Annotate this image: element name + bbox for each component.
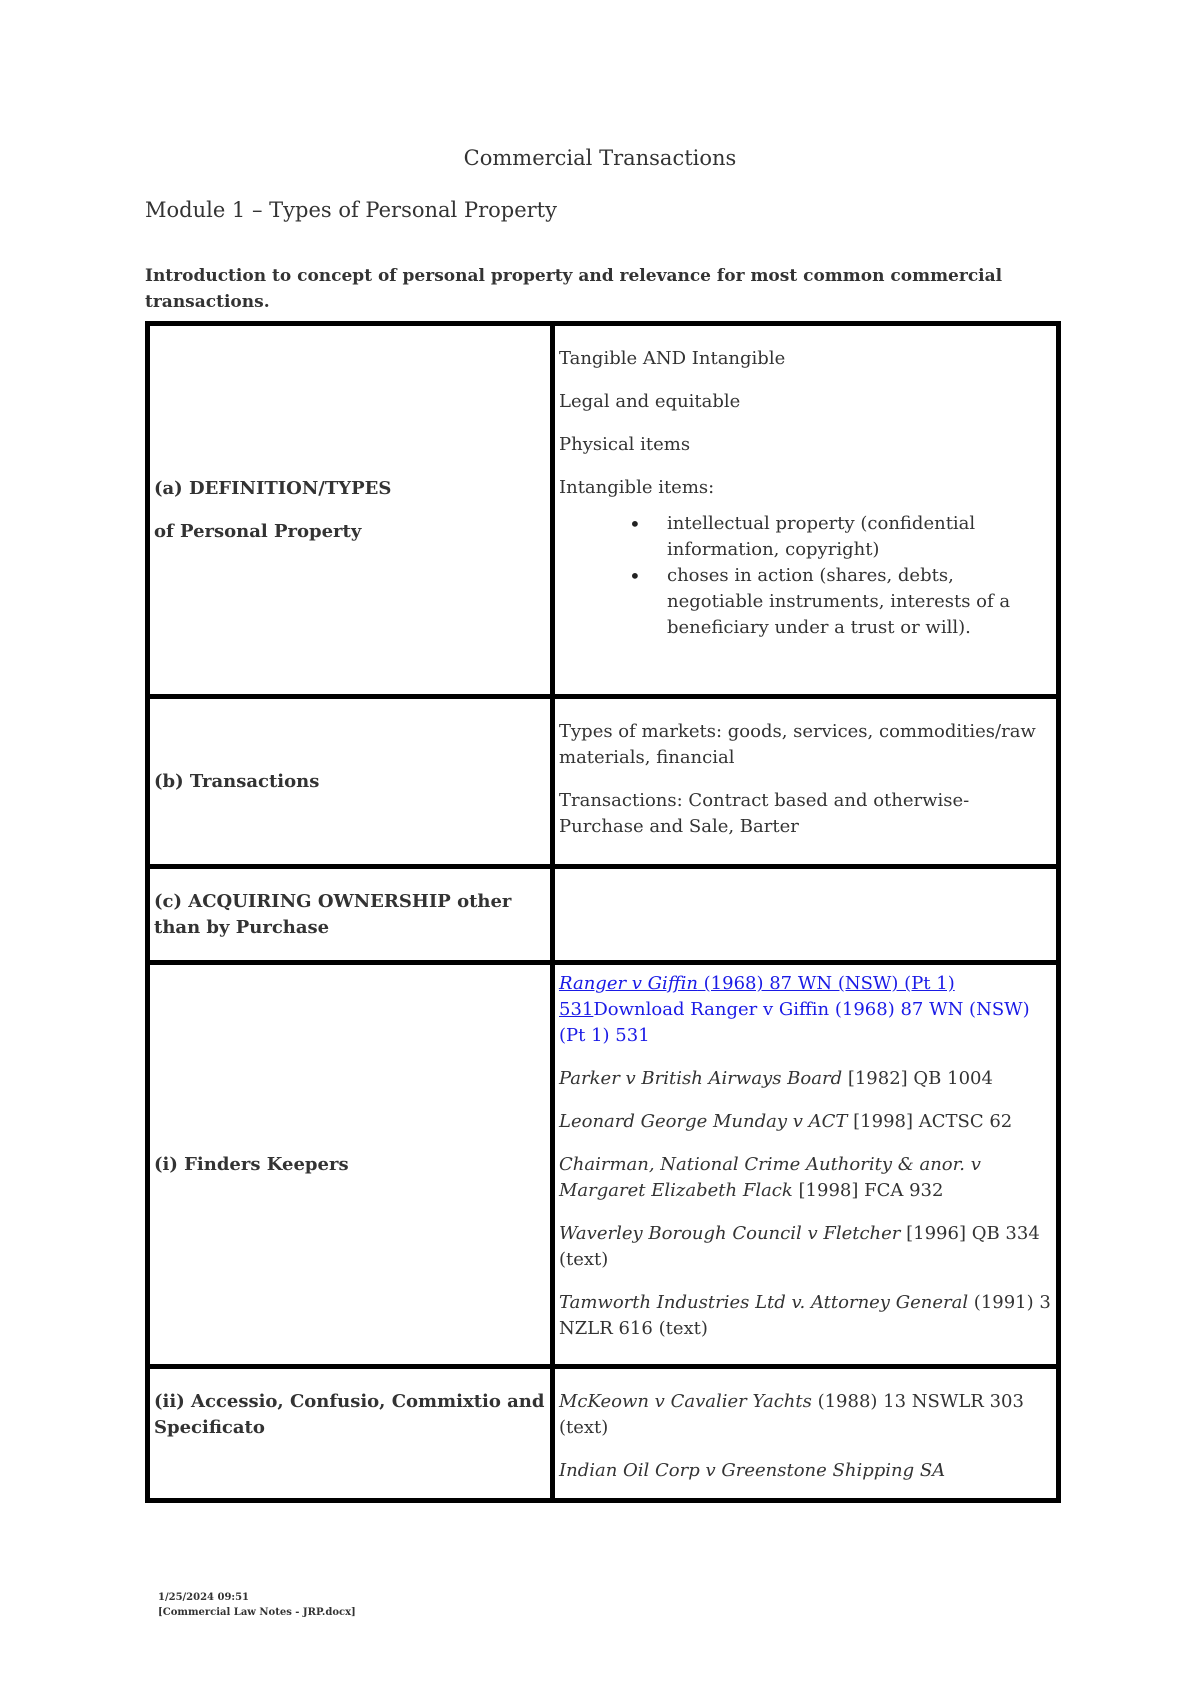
table-row [148, 324, 1059, 697]
footer-filename: [Commercial Law Notes - JRP.docx] [158, 1607, 356, 1618]
case-cite: (1991) 3 NZLR 616 (text) [559, 1292, 1051, 1339]
case-name: McKeown v Cavalier Yachts [559, 1391, 812, 1412]
case-citation [559, 1109, 1052, 1135]
list-item: • choses in action (shares, debts, negotiable instruments, interests of a beneficiary under a trust or will). [667, 563, 1052, 641]
bullet-list [559, 511, 1052, 641]
case-citation [559, 971, 1052, 1049]
row-label-finders-keepers: (i) Finders Keepers [148, 963, 553, 1367]
label-line: (a) DEFINITION/TYPES [154, 477, 392, 499]
case-citation [559, 1389, 1052, 1441]
case-cite: (1988) 13 NSWLR 303 (text) [559, 1391, 1024, 1438]
content-paragraph: Intangible items: [559, 477, 715, 498]
case-cite: [1998] ACTSC 62 [847, 1111, 1013, 1132]
case-citation [559, 1290, 1052, 1342]
footer-timestamp: 1/25/2024 09:51 [158, 1592, 250, 1603]
row-label-accessio: (ii) Accessio, Confusio, Commixtio and Specificato [148, 1367, 553, 1501]
list-item: • intellectual property (confidential information, copyright) [667, 511, 1052, 563]
row-content-finders-keepers [553, 963, 1059, 1367]
case-name: Waverley Borough Council v Fletcher [559, 1223, 901, 1244]
row-content-acquiring-ownership [553, 867, 1059, 963]
case-name: Tamworth Industries Ltd v. Attorney General [559, 1292, 969, 1313]
case-citation [559, 1152, 1052, 1204]
table-row [148, 697, 1059, 867]
case-cite: [1998] FCA 932 [792, 1180, 944, 1201]
row-content-transactions [553, 697, 1059, 867]
table-row [148, 867, 1059, 963]
case-citation [559, 1066, 1052, 1092]
content-paragraph: Types of markets: goods, services, commodities/raw materials, financial [559, 721, 1036, 768]
case-name: Chairman, National Crime Authority & anor. v Margaret Elizabeth Flack [559, 1154, 981, 1201]
case-name: Parker v British Airways Board [559, 1068, 843, 1089]
case-name: Ranger v Giffin [559, 973, 698, 994]
table-row [148, 963, 1059, 1367]
case-citation [559, 1221, 1052, 1273]
row-label-transactions: (b) Transactions [148, 697, 553, 867]
case-cite: [1996] QB 334 (text) [559, 1223, 1040, 1270]
content-paragraph: Physical items [559, 434, 691, 455]
document-title: Commercial Transactions [463, 146, 737, 170]
content-paragraph: Legal and equitable [559, 391, 741, 412]
label-line: of Personal Property [154, 520, 362, 542]
row-content-accessio [553, 1367, 1059, 1501]
case-cite: (1968) 87 WN (NSW) (Pt 1) 531 [559, 973, 955, 1020]
case-citation [559, 1458, 1052, 1484]
intro-text: Introduction to concept of personal property and relevance for most common commercial transactions. [145, 266, 1003, 312]
topics-table [145, 321, 1061, 1503]
case-name: Indian Oil Corp v Greenstone Shipping SA [559, 1460, 946, 1481]
download-link[interactable]: Download Ranger v Giffin (1968) 87 WN (NSW) (Pt 1) 531 [559, 999, 1030, 1046]
content-paragraph: Tangible AND Intangible [559, 348, 786, 369]
module-heading: Module 1 – Types of Personal Property [145, 198, 557, 222]
row-label-acquiring-ownership: (c) ACQUIRING OWNERSHIP other than by Purchase [148, 867, 553, 963]
page-footer [158, 1590, 356, 1620]
row-label-definition [148, 324, 553, 697]
row-content-definition [553, 324, 1059, 697]
case-cite: [1982] QB 1004 [842, 1068, 993, 1089]
case-name: Leonard George Munday v ACT [559, 1111, 848, 1132]
table-row [148, 1367, 1059, 1501]
content-paragraph: Transactions: Contract based and otherwise-Purchase and Sale, Barter [559, 790, 970, 837]
